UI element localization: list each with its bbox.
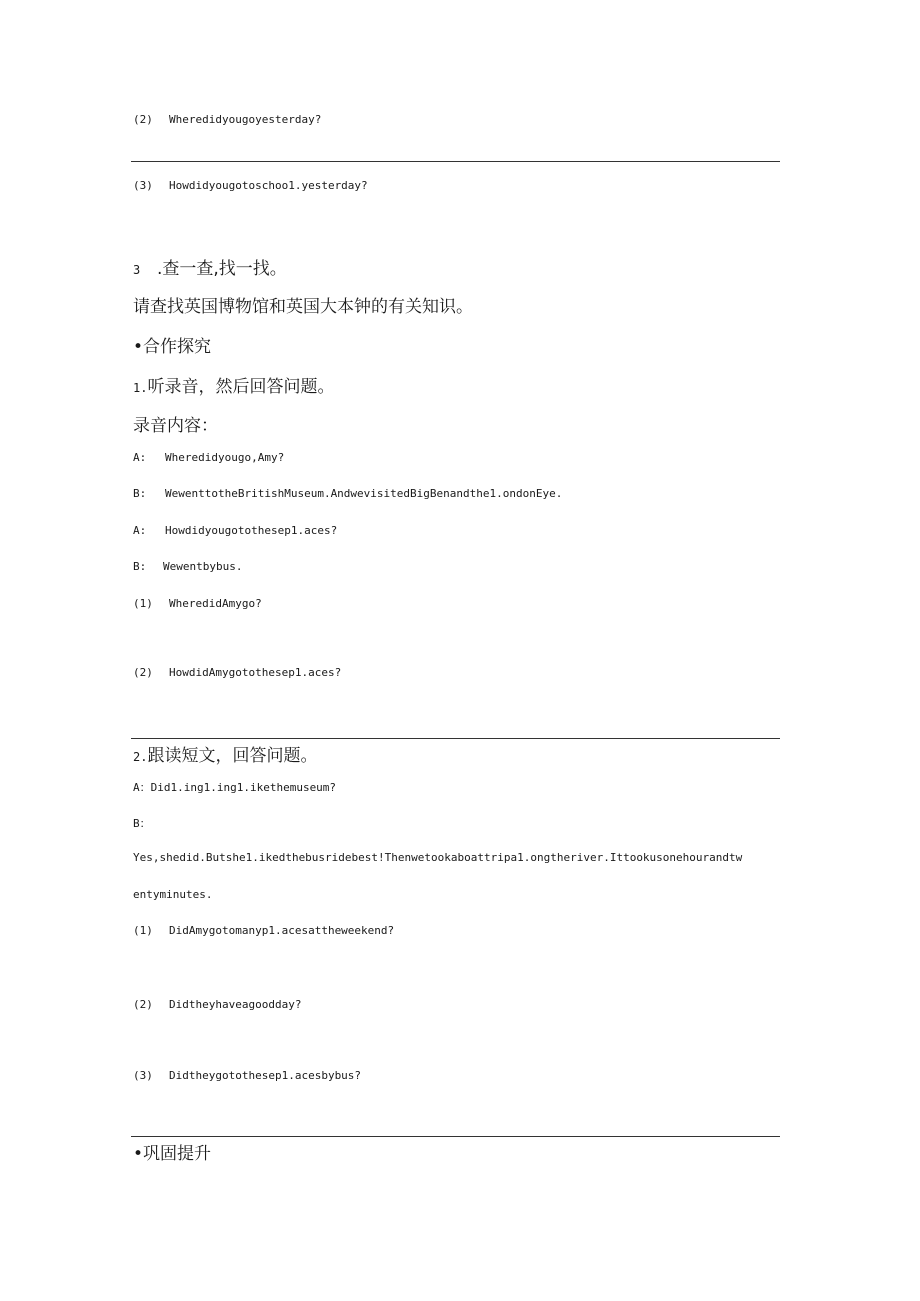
question-text: WheredidAmygo? (169, 597, 262, 610)
review-question-3 (133, 179, 368, 192)
speaker: A: (133, 524, 147, 537)
dialogue-line (133, 560, 242, 573)
task-1-question (133, 597, 262, 610)
question-text: Howdidyougotoschoo1.yesterday? (169, 179, 368, 192)
review-question-2 (133, 113, 321, 126)
task-1-question (133, 666, 341, 679)
section-title: .查一查,找一找。 (157, 259, 287, 279)
task-number: 1. (133, 381, 148, 395)
speaker: B: (133, 487, 147, 500)
task-number: 2. (133, 750, 148, 764)
question-number: (2) (133, 113, 153, 126)
cooperate-title: •合作探究 (133, 337, 212, 357)
utterance: Wewentbybus. (163, 560, 243, 573)
passage-line-a: A：Did1.ing1.ing1.ikethemuseum? (133, 781, 337, 794)
question-number: (2) (133, 998, 153, 1011)
question-number: (3) (133, 179, 153, 192)
answer-line (131, 1136, 780, 1137)
answer-line (131, 738, 780, 739)
utterance: WewenttotheBritishMuseum.AndwevisitedBigBenandthe1.ondonEye. (165, 487, 563, 500)
task-2-heading (133, 741, 317, 766)
section-number: 3 (133, 263, 141, 277)
dialogue-line (133, 451, 284, 464)
question-text: Wheredidyougoyesterday? (169, 113, 322, 126)
question-text: Didtheyhaveagoodday? (169, 998, 302, 1011)
question-text: DidAmygotomanyp1.acesattheweekend? (169, 924, 395, 937)
task-1-heading (133, 372, 334, 397)
utterance: Howdidyougotothesep1.aces? (165, 524, 338, 537)
dialogue-line (133, 487, 562, 500)
passage-line-b: B： (133, 817, 151, 830)
passage-text: Yes,shedid.Butshe1.ikedthebusridebest!Thenwetookaboattripa1.ongtheriver.Ittookusonehourandtw (133, 851, 743, 864)
task-2-question (133, 998, 301, 1011)
task-title: 听录音，然后回答问题。 (147, 377, 335, 397)
dialogue-line (133, 524, 337, 537)
question-number: (1) (133, 924, 153, 937)
section-3-heading (133, 254, 287, 279)
question-text: Didtheygotothesep1.acesbybus? (169, 1069, 362, 1082)
question-text: HowdidAmygotothesep1.aces? (169, 666, 342, 679)
task-2-question (133, 1069, 361, 1082)
question-number: (3) (133, 1069, 153, 1082)
section-3-instruction: 请查找英国博物馆和英国大本钟的有关知识。 (133, 297, 473, 317)
speaker: A: (133, 451, 147, 464)
consolidate-title: •巩固提升 (133, 1144, 212, 1164)
question-number: (1) (133, 597, 153, 610)
speaker: B: (133, 560, 147, 573)
answer-line (131, 161, 780, 162)
task-2-question (133, 924, 394, 937)
recording-label: 录音内容： (133, 416, 218, 436)
utterance: Wheredidyougo,Amy? (165, 451, 285, 464)
passage-text-continued: entyminutes. (133, 888, 213, 901)
task-title: 跟读短文，回答问题。 (147, 746, 318, 766)
question-number: (2) (133, 666, 153, 679)
